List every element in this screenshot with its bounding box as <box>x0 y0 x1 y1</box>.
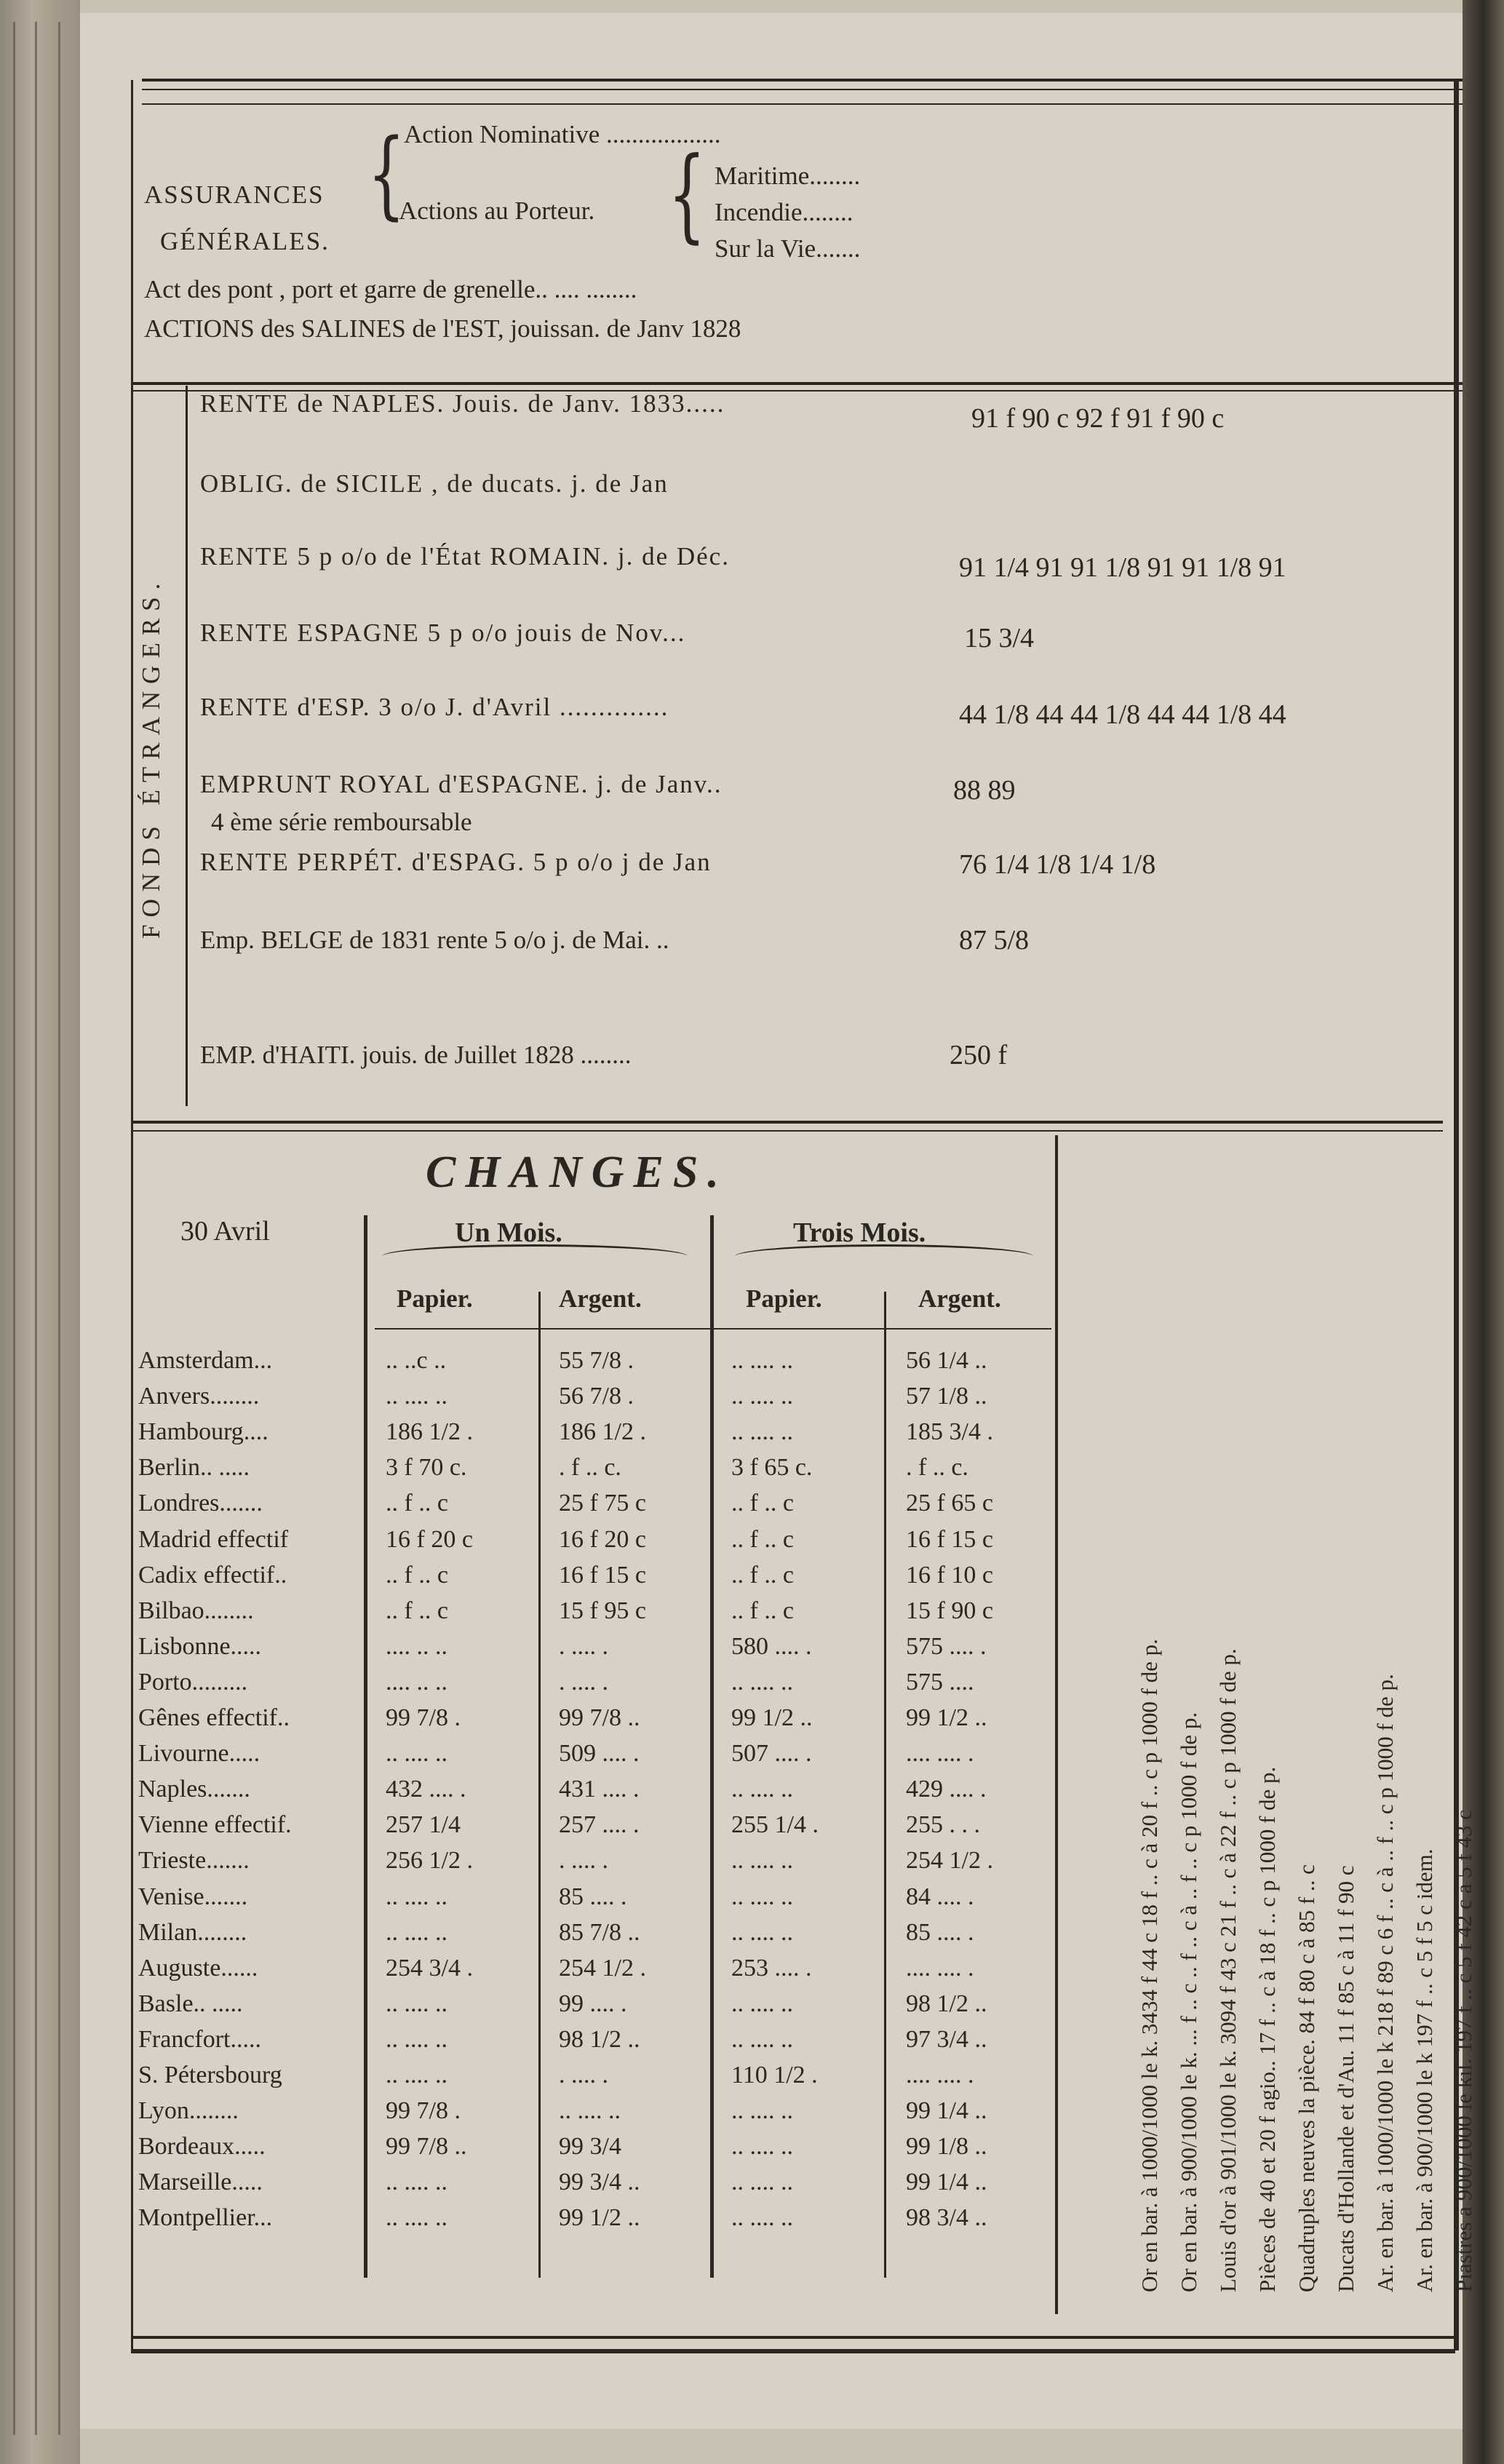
city-cell: Gênes effectif.. <box>138 1704 290 1731</box>
table-row <box>138 1345 1070 1381</box>
fonds-row-name: RENTE d'ESP. 3 o/o J. d'Avril .............. <box>200 693 669 721</box>
fonds-row-name: RENTE de NAPLES. Jouis. de Janv. 1833..... <box>200 389 725 418</box>
papier-header: Papier. <box>746 1284 822 1313</box>
papier-un-mois-cell: .. ..c .. <box>386 1347 447 1374</box>
city-cell: Londres....... <box>138 1490 263 1517</box>
city-cell: Bordeaux..... <box>138 2133 266 2161</box>
argent-trois-mois-cell: 99 1/2 .. <box>906 1704 987 1731</box>
maritime-label: Maritime........ <box>715 162 861 190</box>
table-row <box>138 2131 1070 2167</box>
table-row <box>138 1773 1070 1810</box>
argent-un-mois-cell: 16 f 15 c <box>559 1561 646 1589</box>
spine-edge-line <box>13 22 15 2435</box>
table-row <box>138 1952 1070 1989</box>
papier-trois-mois-cell: .. .... .. <box>731 1776 793 1803</box>
argent-un-mois-cell: . .... . <box>559 1847 608 1875</box>
top-rule <box>142 89 1463 90</box>
argent-trois-mois-cell: 15 f 90 c <box>906 1597 993 1624</box>
matiere-line: Ar. en bar. à 1000/1000 le k 218 f 89 c 6 f .. c à .. f .. c p 1000 f de p. <box>1372 1674 1398 2292</box>
incendie-label: Incendie........ <box>715 198 854 226</box>
papier-un-mois-cell: .. f .. c <box>386 1561 448 1589</box>
papier-un-mois-cell: 186 1/2 . <box>386 1418 473 1446</box>
fonds-row-name: OBLIG. de SICILE , de ducats. j. de Jan <box>200 469 669 498</box>
argent-un-mois-cell: 25 f 75 c <box>559 1490 646 1517</box>
papier-un-mois-cell: .. .... .. <box>386 1740 447 1768</box>
action-nominative: Action Nominative .................. <box>404 120 721 148</box>
city-cell: Marseille..... <box>138 2169 263 2196</box>
papier-trois-mois-cell: .. f .. c <box>731 1525 794 1553</box>
city-cell: Lisbonne..... <box>138 1632 262 1660</box>
city-cell: Anvers........ <box>138 1383 260 1410</box>
city-cell: Livourne..... <box>138 1740 260 1768</box>
city-cell: Basle.. ..... <box>138 1990 243 2017</box>
argent-trois-mois-cell: 84 .... . <box>906 1883 974 1910</box>
argent-trois-mois-cell: 429 .... . <box>906 1776 987 1803</box>
generales-label: GÉNÉRALES. <box>160 227 330 255</box>
argent-trois-mois-cell: 575 .... . <box>906 1632 987 1660</box>
brace-icon: { <box>668 136 707 254</box>
argent-un-mois-cell: . .... . <box>559 1668 608 1696</box>
city-cell: Venise....... <box>138 1883 248 1910</box>
papier-header: Papier. <box>397 1284 473 1313</box>
matiere-line: Or en bar. à 900/1000 le k. ... f .. c .. f .. c à .. f .. c p 1000 f de p. <box>1176 1712 1201 2292</box>
city-cell: S. Pétersbourg <box>138 2062 282 2089</box>
table-row <box>138 1559 1070 1596</box>
papier-un-mois-cell: 99 7/8 . <box>386 1704 461 1731</box>
papier-trois-mois-cell: .. f .. c <box>731 1490 794 1517</box>
city-cell: Francfort..... <box>138 2025 262 2053</box>
act-pont-line: Act des pont , port et garre de grenelle.. .... ........ <box>144 275 637 303</box>
papier-un-mois-cell: .. .... .. <box>386 2169 447 2196</box>
city-cell: Amsterdam... <box>138 1347 273 1374</box>
papier-trois-mois-cell: .. .... .. <box>731 1883 793 1910</box>
salines-line: ACTIONS des SALINES de l'EST, jouissan. de Janv 1828 <box>144 314 741 343</box>
bottom-rule <box>131 2336 1455 2339</box>
table-row <box>138 1666 1070 1703</box>
papier-trois-mois-cell: .. f .. c <box>731 1561 794 1589</box>
argent-un-mois-cell: . .... . <box>559 2062 608 2089</box>
fonds-row-values: 91 1/4 91 91 1/8 91 91 1/8 91 <box>959 552 1286 583</box>
city-cell: Milan........ <box>138 1918 247 1946</box>
matiere-line: Quadruples neuves la pièce. 84 f 80 c à 85 f .. c <box>1294 1864 1319 2292</box>
table-row <box>138 1452 1070 1488</box>
fonds-etrangers-label: FONDS ÉTRANGERS. <box>137 576 165 939</box>
table-row <box>138 2166 1070 2203</box>
table-row <box>138 1487 1070 1524</box>
spine-edge-line <box>35 22 37 2435</box>
papier-trois-mois-cell: .. .... .. <box>731 1990 793 2017</box>
argent-trois-mois-cell: 85 .... . <box>906 1918 974 1946</box>
table-row <box>138 2024 1070 2060</box>
argent-trois-mois-cell: .... .... . <box>906 1740 974 1768</box>
brace-icon <box>382 1244 688 1268</box>
fonds-row-name: RENTE PERPÉT. d'ESPAG. 5 p o/o j de Jan <box>200 848 712 876</box>
city-cell: Madrid effectif <box>138 1525 289 1553</box>
papier-un-mois-cell: 3 f 70 c. <box>386 1454 467 1482</box>
matiere-line: Pièces de 40 et 20 f agio.. 17 f .. c à 18 f .. c p 1000 f de p. <box>1254 1766 1280 2292</box>
city-cell: Lyon........ <box>138 2097 239 2125</box>
papier-trois-mois-cell: .. .... .. <box>731 1347 793 1374</box>
top-rule <box>142 103 1463 105</box>
papier-un-mois-cell: 99 7/8 . <box>386 2097 461 2125</box>
argent-un-mois-cell: 99 7/8 .. <box>559 1704 640 1731</box>
argent-un-mois-cell: 509 .... . <box>559 1740 640 1768</box>
papier-trois-mois-cell: .. .... .. <box>731 2169 793 2196</box>
argent-header: Argent. <box>918 1284 1001 1313</box>
table-row <box>138 1631 1070 1667</box>
papier-trois-mois-cell: .. .... .. <box>731 1383 793 1410</box>
section-rule <box>133 1121 1443 1124</box>
spine-edge-line <box>58 22 60 2435</box>
city-cell: Auguste...... <box>138 1954 258 1982</box>
table-row <box>138 1738 1070 1774</box>
papier-un-mois-cell: .. .... .. <box>386 1383 447 1410</box>
papier-trois-mois-cell: 255 1/4 . <box>731 1811 819 1839</box>
argent-trois-mois-cell: 56 1/4 .. <box>906 1347 987 1374</box>
matiere-line: Piastres à 900/1000 le kil. 197 f .. c 5 f 42 c à 5 f 43 c <box>1451 1810 1476 2292</box>
city-cell: Montpellier... <box>138 2204 273 2232</box>
argent-trois-mois-cell: 99 1/8 .. <box>906 2133 987 2161</box>
argent-un-mois-cell: .. .... .. <box>559 2097 621 2125</box>
argent-un-mois-cell: 85 .... . <box>559 1883 627 1910</box>
papier-un-mois-cell: .... .. .. <box>386 1668 447 1696</box>
papier-trois-mois-cell: .. .... .. <box>731 2097 793 2125</box>
argent-trois-mois-cell: 99 1/4 .. <box>906 2097 987 2125</box>
papier-trois-mois-cell: 99 1/2 .. <box>731 1704 813 1731</box>
fonds-row-values: 88 89 <box>953 775 1016 806</box>
papier-trois-mois-cell: .. .... .. <box>731 1918 793 1946</box>
table-row <box>138 2059 1070 2096</box>
argent-un-mois-cell: 85 7/8 .. <box>559 1918 640 1946</box>
papier-trois-mois-cell: .. .... .. <box>731 2204 793 2232</box>
papier-trois-mois-cell: 580 .... . <box>731 1632 812 1660</box>
papier-un-mois-cell: 16 f 20 c <box>386 1525 473 1553</box>
fonds-row-name: RENTE ESPAGNE 5 p o/o jouis de Nov... <box>200 619 686 647</box>
argent-un-mois-cell: 16 f 20 c <box>559 1525 646 1553</box>
argent-un-mois-cell: . .... . <box>559 1632 608 1660</box>
papier-un-mois-cell: 257 1/4 <box>386 1811 461 1839</box>
papier-un-mois-cell: .. .... .. <box>386 2062 447 2089</box>
city-cell: Berlin.. ..... <box>138 1454 250 1482</box>
argent-trois-mois-cell: 16 f 10 c <box>906 1561 993 1589</box>
table-row <box>138 1809 1070 1845</box>
fonds-divider <box>186 386 188 1106</box>
section-rule <box>133 382 1463 385</box>
papier-un-mois-cell: 99 7/8 .. <box>386 2133 467 2161</box>
sur-la-vie-label: Sur la Vie....... <box>715 234 861 263</box>
fonds-row-values: 87 5/8 <box>959 925 1030 955</box>
table-row <box>138 1881 1070 1917</box>
argent-un-mois-cell: 186 1/2 . <box>559 1418 646 1446</box>
papier-un-mois-cell: .. .... .. <box>386 1883 447 1910</box>
table-row <box>138 1524 1070 1560</box>
argent-un-mois-cell: 98 1/2 .. <box>559 2025 640 2053</box>
section-rule <box>133 1130 1443 1132</box>
city-cell: Trieste....... <box>138 1847 250 1875</box>
table-row <box>138 2095 1070 2131</box>
papier-trois-mois-cell: .. .... .. <box>731 1418 793 1446</box>
argent-trois-mois-cell: 575 .... <box>906 1668 974 1696</box>
argent-trois-mois-cell: . f .. c. <box>906 1454 968 1482</box>
argent-trois-mois-cell: 16 f 15 c <box>906 1525 993 1553</box>
fonds-row-values: 250 f <box>950 1040 1008 1070</box>
argent-trois-mois-cell: .... .... . <box>906 1954 974 1982</box>
table-row <box>138 1988 1070 2024</box>
table-row <box>138 2202 1070 2238</box>
brace-icon: { <box>367 119 406 231</box>
papier-un-mois-cell: .. .... .. <box>386 1918 447 1946</box>
argent-un-mois-cell: 99 3/4 <box>559 2133 621 2161</box>
papier-trois-mois-cell: .. .... .. <box>731 1668 793 1696</box>
bottom-rule <box>131 2349 1455 2353</box>
papier-un-mois-cell: .. .... .. <box>386 2204 447 2232</box>
fonds-row-values: 76 1/4 1/8 1/4 1/8 <box>959 849 1156 880</box>
city-cell: Naples....... <box>138 1776 250 1803</box>
papier-un-mois-cell: .. f .. c <box>386 1597 448 1624</box>
papier-trois-mois-cell: .. f .. c <box>731 1597 794 1624</box>
argent-trois-mois-cell: 99 1/4 .. <box>906 2169 987 2196</box>
argent-trois-mois-cell: 254 1/2 . <box>906 1847 993 1875</box>
argent-un-mois-cell: 99 3/4 .. <box>559 2169 640 2196</box>
table-row <box>138 1380 1070 1417</box>
fonds-row-name: Emp. BELGE de 1831 rente 5 o/o j. de Mai. .. <box>200 926 669 954</box>
matiere-line: Ar. en bar. à 900/1000 le k 197 f .. c 5 f 5 c idem. <box>1412 1848 1437 2292</box>
assurances-label: ASSURANCES <box>144 180 325 209</box>
un-mois-header: Un Mois. <box>455 1217 562 1248</box>
table-row <box>138 1595 1070 1632</box>
papier-trois-mois-cell: .. .... .. <box>731 2133 793 2161</box>
argent-un-mois-cell: 55 7/8 . <box>559 1347 634 1374</box>
table-row <box>138 1702 1070 1738</box>
matiere-line: Ducats d'Hollande et d'Au. 11 f 85 c à 11 f 90 c <box>1333 1865 1358 2292</box>
fonds-row-name: EMP. d'HAITI. jouis. de Juillet 1828 ........ <box>200 1041 632 1069</box>
matiere-line: Louis d'or à 901/1000 le k. 3094 f 43 c 21 f .. c à 22 f .. c p 1000 f de p. <box>1215 1648 1241 2292</box>
fonds-row-values: 91 f 90 c 92 f 91 f 90 c <box>971 403 1225 434</box>
argent-un-mois-cell: 56 7/8 . <box>559 1383 634 1410</box>
table-row <box>138 1845 1070 1881</box>
papier-trois-mois-cell: 3 f 65 c. <box>731 1454 813 1482</box>
argent-trois-mois-cell: 57 1/8 .. <box>906 1383 987 1410</box>
argent-trois-mois-cell: 97 3/4 .. <box>906 2025 987 2053</box>
argent-un-mois-cell: 257 .... . <box>559 1811 640 1839</box>
city-cell: Vienne effectif. <box>138 1811 292 1839</box>
changes-title: CHANGES. <box>426 1148 728 1197</box>
changes-date: 30 Avril <box>180 1216 270 1247</box>
city-cell: Hambourg.... <box>138 1418 268 1446</box>
argent-trois-mois-cell: 255 . . . <box>906 1811 980 1839</box>
fonds-row-values: 15 3/4 <box>964 623 1035 653</box>
argent-un-mois-cell: 15 f 95 c <box>559 1597 646 1624</box>
papier-un-mois-cell: .... .. .. <box>386 1632 447 1660</box>
argent-un-mois-cell: 99 .... . <box>559 1990 627 2017</box>
table-row <box>138 1416 1070 1452</box>
papier-un-mois-cell: .. .... .. <box>386 2025 447 2053</box>
papier-trois-mois-cell: .. .... .. <box>731 2025 793 2053</box>
argent-un-mois-cell: . f .. c. <box>559 1454 621 1482</box>
actions-porteur: Actions au Porteur. <box>399 196 595 225</box>
table-row <box>138 1917 1070 1953</box>
papier-trois-mois-cell: 507 .... . <box>731 1740 812 1768</box>
argent-header: Argent. <box>559 1284 642 1313</box>
trois-mois-header: Trois Mois. <box>793 1217 926 1248</box>
fonds-row-name: RENTE 5 p o/o de l'État ROMAIN. j. de Déc. <box>200 542 730 571</box>
fonds-row-values: 44 1/8 44 44 1/8 44 44 1/8 44 <box>959 699 1286 730</box>
top-rule <box>142 79 1463 82</box>
argent-un-mois-cell: 431 .... . <box>559 1776 640 1803</box>
book-spine <box>0 0 80 2464</box>
argent-trois-mois-cell: .... .... . <box>906 2062 974 2089</box>
fonds-row-note: 4 ème série remboursable <box>211 808 472 836</box>
argent-un-mois-cell: 99 1/2 .. <box>559 2204 640 2232</box>
fonds-row-name: EMPRUNT ROYAL d'ESPAGNE. j. de Janv.. <box>200 770 723 798</box>
papier-un-mois-cell: .. f .. c <box>386 1490 448 1517</box>
city-cell: Bilbao........ <box>138 1597 254 1624</box>
papier-un-mois-cell: 254 3/4 . <box>386 1954 473 1982</box>
argent-trois-mois-cell: 98 1/2 .. <box>906 1990 987 2017</box>
papier-trois-mois-cell: 253 .... . <box>731 1954 812 1982</box>
argent-un-mois-cell: 254 1/2 . <box>559 1954 646 1982</box>
matiere-line: Or en bar. à 1000/1000 le k. 3434 f 44 c 18 f .. c à 20 f .. c p 1000 f de p. <box>1137 1639 1162 2292</box>
papier-un-mois-cell: 432 .... . <box>386 1776 466 1803</box>
argent-trois-mois-cell: 185 3/4 . <box>906 1418 993 1446</box>
argent-trois-mois-cell: 98 3/4 .. <box>906 2204 987 2232</box>
argent-trois-mois-cell: 25 f 65 c <box>906 1490 993 1517</box>
city-cell: Porto......... <box>138 1668 248 1696</box>
city-cell: Cadix effectif.. <box>138 1561 287 1589</box>
papier-un-mois-cell: 256 1/2 . <box>386 1847 473 1875</box>
papier-un-mois-cell: .. .... .. <box>386 1990 447 2017</box>
papier-trois-mois-cell: .. .... .. <box>731 1847 793 1875</box>
brace-icon <box>735 1244 1033 1268</box>
papier-trois-mois-cell: 110 1/2 . <box>731 2062 818 2089</box>
